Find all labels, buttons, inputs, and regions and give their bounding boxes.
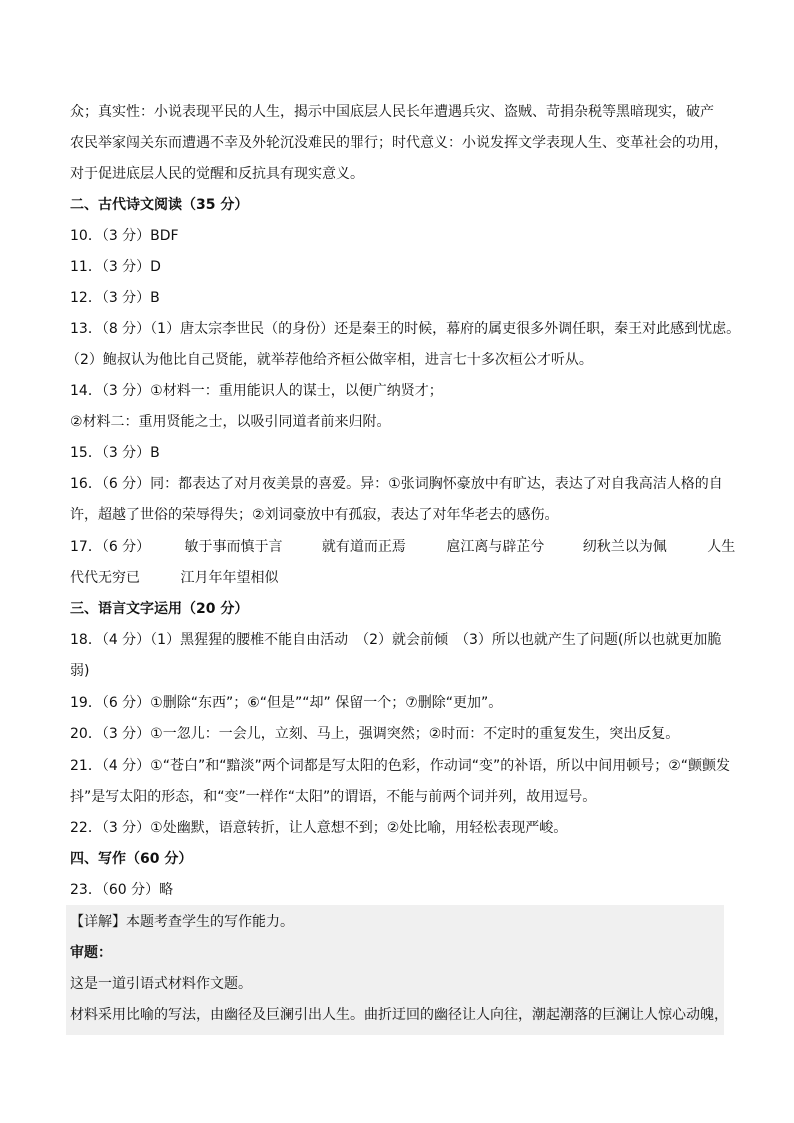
answer-14-line1: 14．（3 分）①材料一：重用能识人的谋士，以便广纳贤才； [70, 383, 443, 399]
answer-17-label: 17．（6 分） [70, 539, 151, 555]
answer-16-line2: 许，超越了世俗的荣辱得失；②刘词豪放中有孤寂，表达了对年华老去的感伤。 [70, 507, 559, 523]
section-heading: 三、语言文字运用（20 分） [70, 601, 249, 617]
shenti-label: 审题： [70, 945, 112, 961]
answer-14-line2: ②材料二：重用贤能之士，以吸引同道者前来归附。 [70, 414, 391, 430]
answer-17-line2 [70, 568, 730, 588]
answer-17-item: 代代无穷已 [70, 570, 140, 586]
section-heading: 四、写作（60 分） [70, 851, 193, 867]
text-line: 对于促进底层人民的觉醒和反抗具有现实意义。 [70, 166, 364, 182]
answer-17-item: 就有道而正焉 [321, 539, 406, 555]
answer-17-item: 扈江离与辟芷兮 [446, 539, 545, 555]
answer-16-line1: 16．（6 分）同：都表达了对月夜美景的喜爱。异：①张词胸怀豪放中有旷达，表达了对自我高洁人格的自 [70, 476, 723, 492]
answer-17-item: 人生 [707, 539, 736, 555]
answer-18-line2: 弱) [70, 663, 90, 679]
answer-13-line2: （2）鲍叔认为他比自己贤能，就举荐他给齐桓公做宰相，进言七十多次桓公才听从。 [66, 352, 593, 368]
answer-21-line2: 抖”是写太阳的形态，和“变”一样作“太阳”的谓语，不能与前两个词并列，故用逗号。 [70, 789, 597, 805]
answer-20: 20．（3 分）①一忽儿：一会儿，立刻、马上，强调突然；②时而：不定时的重复发生，突出反复。 [70, 726, 680, 742]
answer-17-item: 江月年年望相似 [180, 570, 279, 586]
detail-title: 【详解】本题考查学生的写作能力。 [70, 914, 294, 930]
answer-22: 22．（3 分）①处幽默，语意转折，让人意想不到；②处比喻，用轻松表现严峻。 [70, 820, 568, 836]
answer-23: 23．（60 分）略 [70, 882, 174, 898]
text-line: 众；真实性：小说表现平民的人生，揭示中国底层人民长年遭遇兵灾、盗贼、苛捐杂税等黑暗现实，破产 [70, 104, 714, 120]
answer-10: 10．（3 分）BDF [70, 228, 179, 244]
answer-18-line1: 18．（4 分）（1）黑猩猩的腰椎不能自由活动 （2）就会前倾 （3）所以也就产生了问题(所以也就更加脆 [70, 632, 722, 648]
paragraph: 这是一道引语式材料作文题。 [70, 976, 252, 992]
answer-17-item: 纫秋兰以为佩 [582, 539, 667, 555]
text-line: 农民举家闯关东而遭遇不幸及外轮沉没难民的罪行；时代意义：小说发挥文学表现人生、变革社会的功用， [70, 135, 728, 151]
answer-12: 12．（3 分）B [70, 290, 160, 306]
paragraph: 材料采用比喻的写法，由幽径及巨澜引出人生。曲折迂回的幽径让人向往，潮起潮落的巨澜让人惊心动魄， [70, 1007, 728, 1023]
answer-11: 11．（3 分）D [70, 259, 161, 275]
answer-17-line1 [70, 537, 736, 557]
answer-15: 15．（3 分）B [70, 445, 160, 461]
answer-21-line1: 21．（4 分）①“苍白”和“黯淡”两个词都是写太阳的色彩，作动词“变”的补语，所以中间用顿号；②“颤颤发 [70, 758, 731, 774]
answer-19: 19．（6 分）①删除“东西”；⑥“但是”“却” 保留一个；⑦删除“更加”。 [70, 695, 503, 711]
answer-13-line1: 13．（8 分）（1）唐太宗李世民（的身份）还是秦王的时候，幕府的属吏很多外调任职，秦王对此感到忧虑。 [70, 321, 741, 337]
section-heading: 二、古代诗文阅读（35 分） [70, 197, 249, 213]
answer-17-item: 敏于事而慎于言 [184, 539, 283, 555]
